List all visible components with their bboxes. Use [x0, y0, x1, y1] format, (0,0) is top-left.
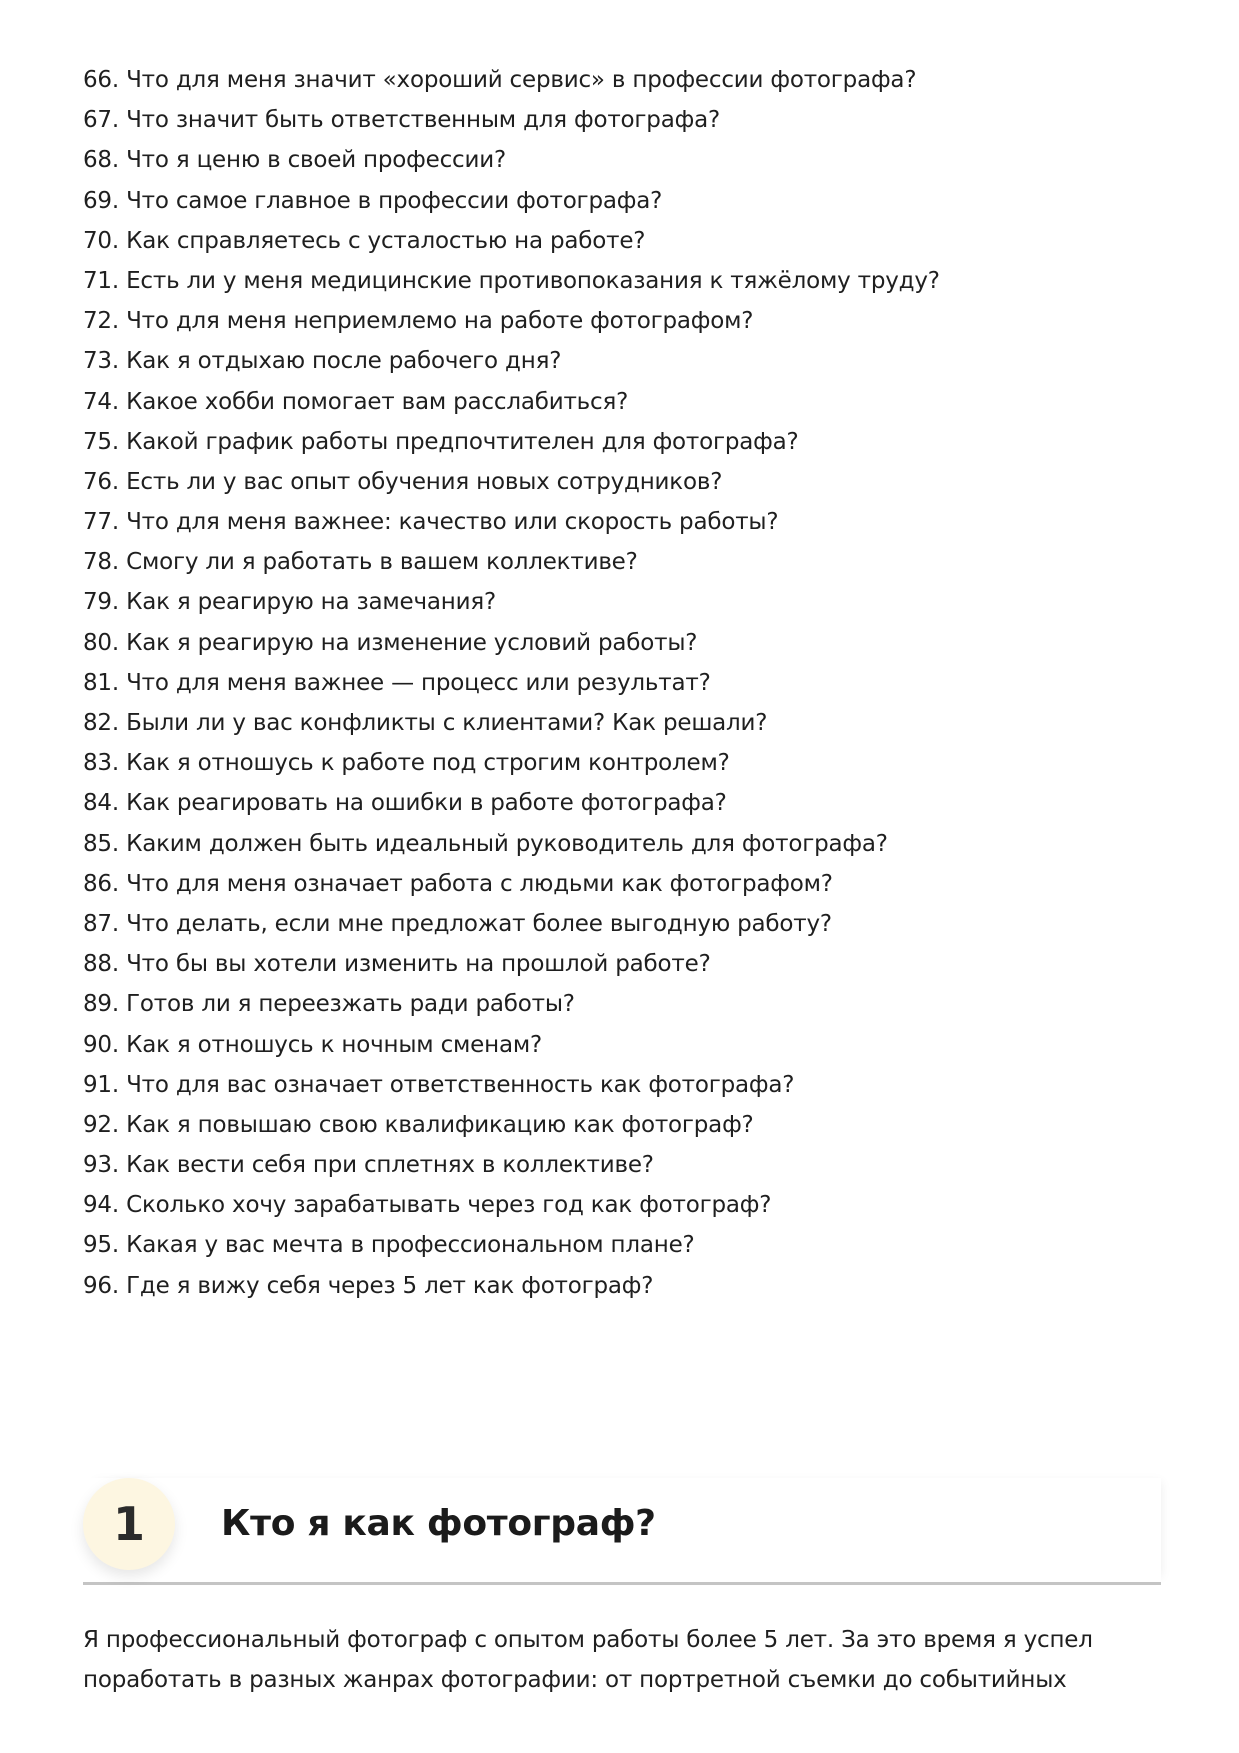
question-item: 75. Какой график работы предпочтителен для фотографа?: [83, 428, 799, 455]
section-title: Кто я как фотограф?: [221, 1503, 656, 1544]
question-item: 76. Есть ли у вас опыт обучения новых сотрудников?: [83, 468, 723, 495]
question-item: 95. Какая у вас мечта в профессиональном плане?: [83, 1232, 695, 1259]
question-item: 90. Как я отношусь к ночным сменам?: [83, 1031, 543, 1058]
question-item: 66. Что для меня значит «хороший сервис» в профессии фотографа?: [83, 67, 917, 93]
question-item: 77. Что для меня важнее: качество или скорость работы?: [83, 509, 779, 536]
question-item: 81. Что для меня важнее — процесс или результат?: [83, 669, 711, 696]
question-item: 82. Были ли у вас конфликты с клиентами? Как решали?: [83, 710, 768, 736]
question-item: 85. Каким должен быть идеальный руководитель для фотографа?: [83, 830, 888, 857]
question-item: 80. Как я реагирую на изменение условий работы?: [83, 629, 698, 656]
question-item: 72. Что для меня неприемлемо на работе фотографом?: [83, 308, 754, 335]
section-number-badge: 1: [83, 1478, 175, 1570]
question-item: 67. Что значит быть ответственным для фотографа?: [83, 107, 720, 134]
question-item: 78. Смогу ли я работать в вашем коллективе?: [83, 549, 638, 576]
question-item: 96. Где я вижу себя через 5 лет как фотограф?: [83, 1272, 654, 1299]
section-header: [83, 1478, 1161, 1585]
question-item: 84. Как реагировать на ошибки в работе фотографа?: [83, 790, 727, 817]
question-item: 94. Сколько хочу зарабатывать через год как фотограф?: [83, 1192, 772, 1219]
question-item: 88. Что бы вы хотели изменить на прошлой работе?: [83, 951, 711, 978]
question-item: 87. Что делать, если мне предложат более выгодную работу?: [83, 910, 832, 937]
question-item: 68. Что я ценю в своей профессии?: [83, 147, 506, 174]
question-item: 86. Что для меня означает работа с людьми как фотографом?: [83, 870, 833, 897]
question-item: 74. Какое хобби помогает вам расслабиться?: [83, 388, 629, 415]
question-item: 71. Есть ли у меня медицинские противопоказания к тяжёлому труду?: [83, 267, 940, 294]
question-item: 92. Как я повышаю свою квалификацию как фотограф?: [83, 1111, 754, 1138]
question-item: 69. Что самое главное в профессии фотографа?: [83, 187, 663, 214]
question-item: 83. Как я отношусь к работе под строгим контролем?: [83, 750, 730, 777]
question-item: 73. Как я отдыхаю после рабочего дня?: [83, 348, 562, 375]
question-item: 79. Как я реагирую на замечания?: [83, 589, 497, 616]
question-item: 93. Как вести себя при сплетнях в коллективе?: [83, 1152, 654, 1179]
question-item: 70. Как справляетесь с усталостью на работе?: [83, 227, 646, 254]
question-item: 91. Что для вас означает ответственность как фотографа?: [83, 1071, 795, 1098]
section-body-text: Я профессиональный фотограф с опытом работы более 5 лет. За это время я успел поработать в разных жанрах фотографии: от портретной съемки до событийных: [83, 1627, 1093, 1693]
question-item: 89. Готов ли я переезжать ради работы?: [83, 991, 575, 1018]
question-list: [83, 60, 1163, 1306]
